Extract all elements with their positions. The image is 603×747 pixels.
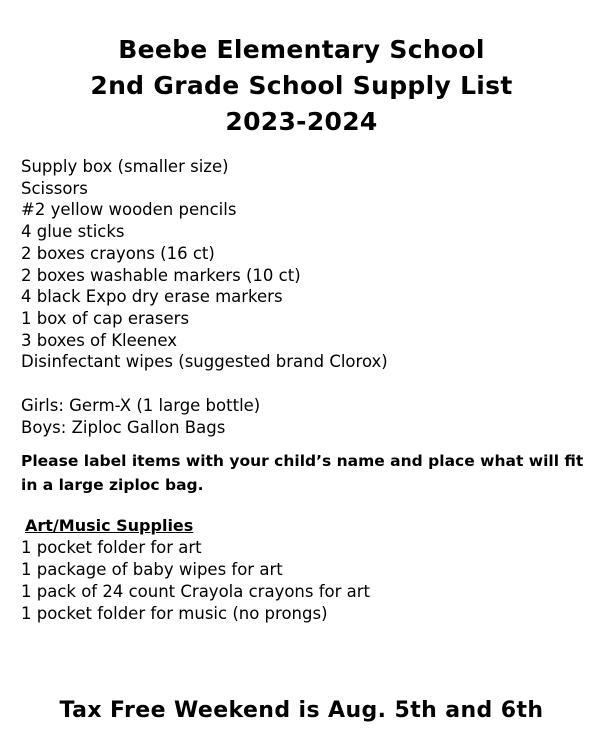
school-year: 2023-2024	[225, 107, 378, 136]
supply-item: Disinfectant wipes (suggested brand Clorox)	[21, 352, 388, 372]
boys-item: Boys: Ziploc Gallon Bags	[21, 417, 226, 437]
art-music-item: 1 pocket folder for music (no prongs)	[21, 603, 328, 623]
supply-item: Supply box (smaller size)	[21, 157, 229, 176]
labeling-note: Please label items with your child’s name and place what will fit in a large ziploc bag.	[21, 452, 584, 495]
supply-item: 3 boxes of Kleenex	[21, 330, 177, 350]
spacer	[21, 373, 591, 395]
art-music-item: 1 pack of 24 count Crayola crayons for art	[21, 581, 371, 601]
supply-item: 4 black Expo dry erase markers	[21, 287, 283, 307]
supply-item: 2 boxes washable markers (10 ct)	[21, 265, 301, 285]
art-music-heading: Art/Music Supplies	[25, 516, 194, 536]
gender-specific-list	[21, 395, 591, 438]
supply-item: #2 yellow wooden pencils	[21, 200, 237, 220]
tax-free-weekend-notice: Tax Free Weekend is Aug. 5th and 6th	[59, 698, 544, 723]
list-title: 2nd Grade School Supply List	[90, 71, 513, 100]
girls-item: Girls: Germ-X (1 large bottle)	[21, 396, 261, 416]
art-music-item: 1 pocket folder for art	[21, 538, 202, 558]
art-music-list	[21, 537, 591, 624]
supply-item: 2 boxes crayons (16 ct)	[21, 243, 215, 263]
supply-item: 1 box of cap erasers	[21, 308, 190, 328]
supply-item: 4 glue sticks	[21, 222, 125, 242]
supply-item: Scissors	[21, 178, 88, 198]
art-music-item: 1 package of baby wipes for art	[21, 560, 283, 580]
supply-list	[21, 156, 591, 373]
supply-list-content	[21, 156, 591, 624]
document-header	[0, 32, 603, 140]
school-name: Beebe Elementary School	[118, 35, 485, 64]
